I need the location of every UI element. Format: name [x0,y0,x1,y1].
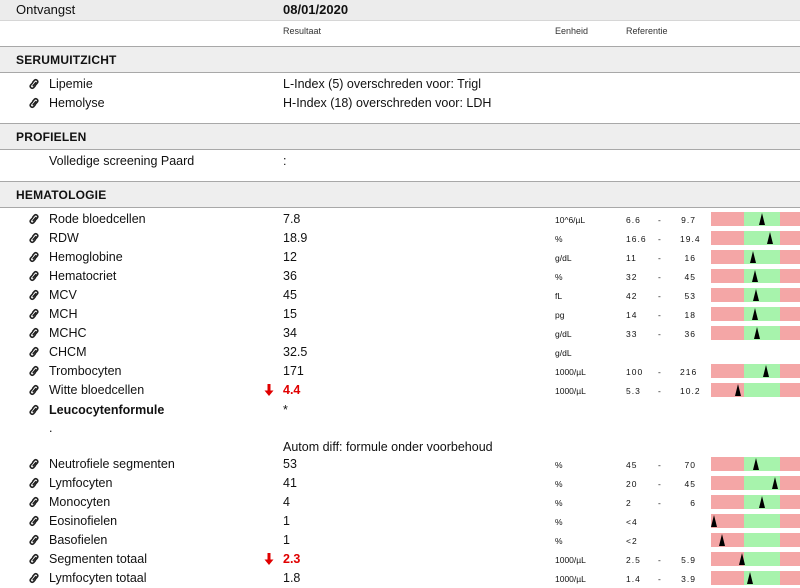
ref-high: 70 [684,460,696,470]
range-gauge [711,364,800,378]
gauge-marker [754,327,760,339]
col-unit-heading: Eenheid [555,26,589,36]
ref-high: 53 [684,291,696,301]
test-unit: 1000/µL [555,386,586,396]
gauge-marker [711,515,717,527]
range-gauge [711,552,800,566]
test-name: Hematocriet [49,269,117,283]
test-name: Segmenten totaal [49,552,147,566]
gauge-normal-range [744,231,780,245]
test-row[interactable] [0,210,800,229]
link-icon[interactable] [27,212,41,226]
leuco-result: * [283,403,288,417]
test-row[interactable] [0,474,800,493]
test-name: Eosinofielen [49,514,118,528]
test-unit: 1000/µL [555,555,586,565]
serum-row[interactable] [0,94,800,113]
test-unit: 10^6/µL [555,215,586,225]
link-icon[interactable] [27,326,41,340]
link-icon[interactable] [27,96,41,110]
range-gauge [711,476,800,490]
range-gauge [711,514,800,528]
test-row[interactable] [0,531,800,550]
test-name: Basofielen [49,533,108,547]
test-unit: fL [555,291,563,301]
range-gauge [711,457,800,471]
gauge-marker [752,270,758,282]
link-icon[interactable] [27,457,41,471]
test-result: 171 [283,364,304,378]
test-row[interactable] [0,229,800,248]
ref-high: 10.2 [680,386,701,396]
ref-separator: - [658,386,661,396]
test-row[interactable] [0,324,800,343]
ref-low: 42 [626,291,638,301]
ref-separator: - [658,234,661,244]
test-result: 2.3 [283,552,301,566]
gauge-marker [735,384,741,396]
gauge-marker [753,458,759,470]
test-name: Monocyten [49,495,111,509]
section-profiles-title: PROFIELEN [16,130,87,144]
ref-high: 5.9 [681,555,696,565]
ref-low: <4 [626,517,638,527]
ref-low: 2 [626,498,632,508]
test-row[interactable] [0,343,800,362]
test-result: 4 [283,495,290,509]
test-row[interactable] [0,512,800,531]
gauge-normal-range [744,307,780,321]
gauge-marker [750,251,756,263]
test-name: CHCM [49,345,87,359]
leuco-note: Autom diff: formule onder voorbehoud [283,440,493,454]
range-gauge [711,383,800,397]
ref-separator: - [658,329,661,339]
gauge-marker [772,477,778,489]
test-result: 1.8 [283,571,301,585]
range-gauge [711,571,800,585]
test-name: Rode bloedcellen [49,212,146,226]
gauge-normal-range [744,288,780,302]
test-result: H-Index (18) overschreden voor: LDH [283,96,492,110]
link-icon[interactable] [27,345,41,359]
test-unit: % [555,460,563,470]
test-row[interactable] [0,305,800,324]
test-result: 15 [283,307,297,321]
ref-separator: - [658,272,661,282]
test-result: 4.4 [283,383,301,397]
test-row[interactable] [0,569,800,588]
gauge-marker [759,213,765,225]
ref-high: 16 [684,253,696,263]
range-gauge [711,269,800,283]
ref-low: 2.5 [626,555,641,565]
test-unit: % [555,234,563,244]
test-name: MCH [49,307,78,321]
profile-result: : [283,154,287,168]
test-unit: % [555,536,563,546]
ref-separator: - [658,291,661,301]
ref-high: 18 [684,310,696,320]
gauge-marker [763,365,769,377]
test-row[interactable] [0,493,800,512]
ref-high: 45 [684,272,696,282]
test-unit: % [555,498,563,508]
test-row[interactable] [0,381,800,400]
section-hematology [0,181,800,208]
test-row[interactable] [0,248,800,267]
ref-low: 100 [626,367,644,377]
ref-low: 16.6 [626,234,647,244]
test-unit: g/dL [555,253,572,263]
gauge-marker [767,232,773,244]
link-icon[interactable] [27,77,41,91]
gauge-marker [752,308,758,320]
test-row[interactable] [0,267,800,286]
test-result: 32.5 [283,345,308,359]
gauge-normal-range [744,552,780,566]
test-result: 7.8 [283,212,301,226]
received-date: 08/01/2020 [283,2,349,17]
ref-separator: - [658,215,661,225]
ref-low: 45 [626,460,638,470]
gauge-normal-range [744,457,780,471]
ref-high: 9.7 [681,215,696,225]
range-gauge [711,307,800,321]
section-hematology-title: HEMATOLOGIE [16,188,107,202]
ref-separator: - [658,574,661,584]
gauge-normal-range [744,514,780,528]
test-row[interactable] [0,455,800,474]
test-unit: 1000/µL [555,367,586,377]
ref-high: 36 [684,329,696,339]
test-result: 34 [283,326,297,340]
ref-low: 33 [626,329,638,339]
test-result: 1 [283,533,290,547]
test-result: 36 [283,269,297,283]
test-unit: % [555,517,563,527]
ref-separator: - [658,555,661,565]
test-name: Lymfocyten totaal [49,571,147,585]
ref-separator: - [658,367,661,377]
test-result: L-Index (5) overschreden voor: Trigl [283,77,482,91]
section-serum [0,46,800,73]
test-row[interactable] [0,362,800,381]
range-gauge [711,495,800,509]
test-unit: pg [555,310,565,320]
col-result-heading: Resultaat [283,26,322,36]
profile-name: Volledige screening Paard [49,154,195,168]
gauge-marker [747,572,753,584]
arrow-down-icon [262,552,276,566]
gauge-marker [719,534,725,546]
ref-low: 20 [626,479,638,489]
test-unit: 1000/µL [555,574,586,584]
ref-low: 32 [626,272,638,282]
test-name: Lymfocyten [49,476,113,490]
test-result: 1 [283,514,290,528]
section-serum-title: SERUMUITZICHT [16,53,117,67]
link-icon[interactable] [27,288,41,302]
received-label: Ontvangst [16,2,76,17]
ref-separator: - [658,460,661,470]
ref-high: 216 [680,367,698,377]
range-gauge [711,326,800,340]
serum-row[interactable] [0,75,800,94]
ref-low: 11 [626,253,637,263]
test-result: 18.9 [283,231,308,245]
ref-high: 3.9 [681,574,696,584]
range-gauge [711,288,800,302]
link-icon[interactable] [27,364,41,378]
gauge-marker [739,553,745,565]
test-result: 45 [283,288,297,302]
test-unit: g/dL [555,329,572,339]
test-name: Hemolyse [49,96,105,110]
range-gauge [711,231,800,245]
link-icon[interactable] [27,476,41,490]
test-name: RDW [49,231,79,245]
gauge-marker [759,496,765,508]
received-row [0,0,800,21]
gauge-normal-range [744,269,780,283]
leuco-dot: . [49,421,53,435]
ref-low: 6.6 [626,215,641,225]
test-name: Lipemie [49,77,93,91]
test-name: Hemoglobine [49,250,123,264]
test-unit: % [555,272,563,282]
link-icon[interactable] [27,403,41,417]
ref-low: 1.4 [626,574,641,584]
test-unit: % [555,479,563,489]
link-icon[interactable] [27,269,41,283]
link-icon[interactable] [27,552,41,566]
col-reference-heading: Referentie [626,26,668,36]
range-gauge [711,250,800,264]
ref-low: <2 [626,536,638,546]
test-row[interactable] [0,286,800,305]
test-unit: g/dL [555,348,572,358]
ref-high: 19.4 [680,234,701,244]
test-name: Neutrofiele segmenten [49,457,175,471]
test-name: MCHC [49,326,87,340]
link-icon[interactable] [27,514,41,528]
ref-separator: - [658,479,661,489]
profile-row [0,152,800,171]
test-name: Witte bloedcellen [49,383,145,397]
gauge-normal-range [744,326,780,340]
link-icon[interactable] [27,383,41,397]
test-name: Trombocyten [49,364,122,378]
link-icon[interactable] [27,250,41,264]
gauge-normal-range [744,533,780,547]
gauge-marker [753,289,759,301]
arrow-down-icon [262,383,276,397]
test-result: 53 [283,457,297,471]
test-row[interactable] [0,550,800,569]
link-icon[interactable] [27,533,41,547]
ref-high: 6 [690,498,696,508]
ref-separator: - [658,310,661,320]
test-result: 12 [283,250,297,264]
section-profiles [0,123,800,150]
test-name: MCV [49,288,77,302]
leuco-name: Leucocytenformule [49,403,165,417]
ref-high: 45 [684,479,696,489]
link-icon[interactable] [27,231,41,245]
ref-low: 5.3 [626,386,641,396]
link-icon[interactable] [27,495,41,509]
gauge-normal-range [744,383,780,397]
test-result: 41 [283,476,297,490]
range-gauge [711,533,800,547]
link-icon[interactable] [27,571,41,585]
ref-low: 14 [626,310,638,320]
leuco-row[interactable] [0,401,800,420]
range-gauge [711,212,800,226]
ref-separator: - [658,253,661,263]
ref-separator: - [658,498,661,508]
link-icon[interactable] [27,307,41,321]
